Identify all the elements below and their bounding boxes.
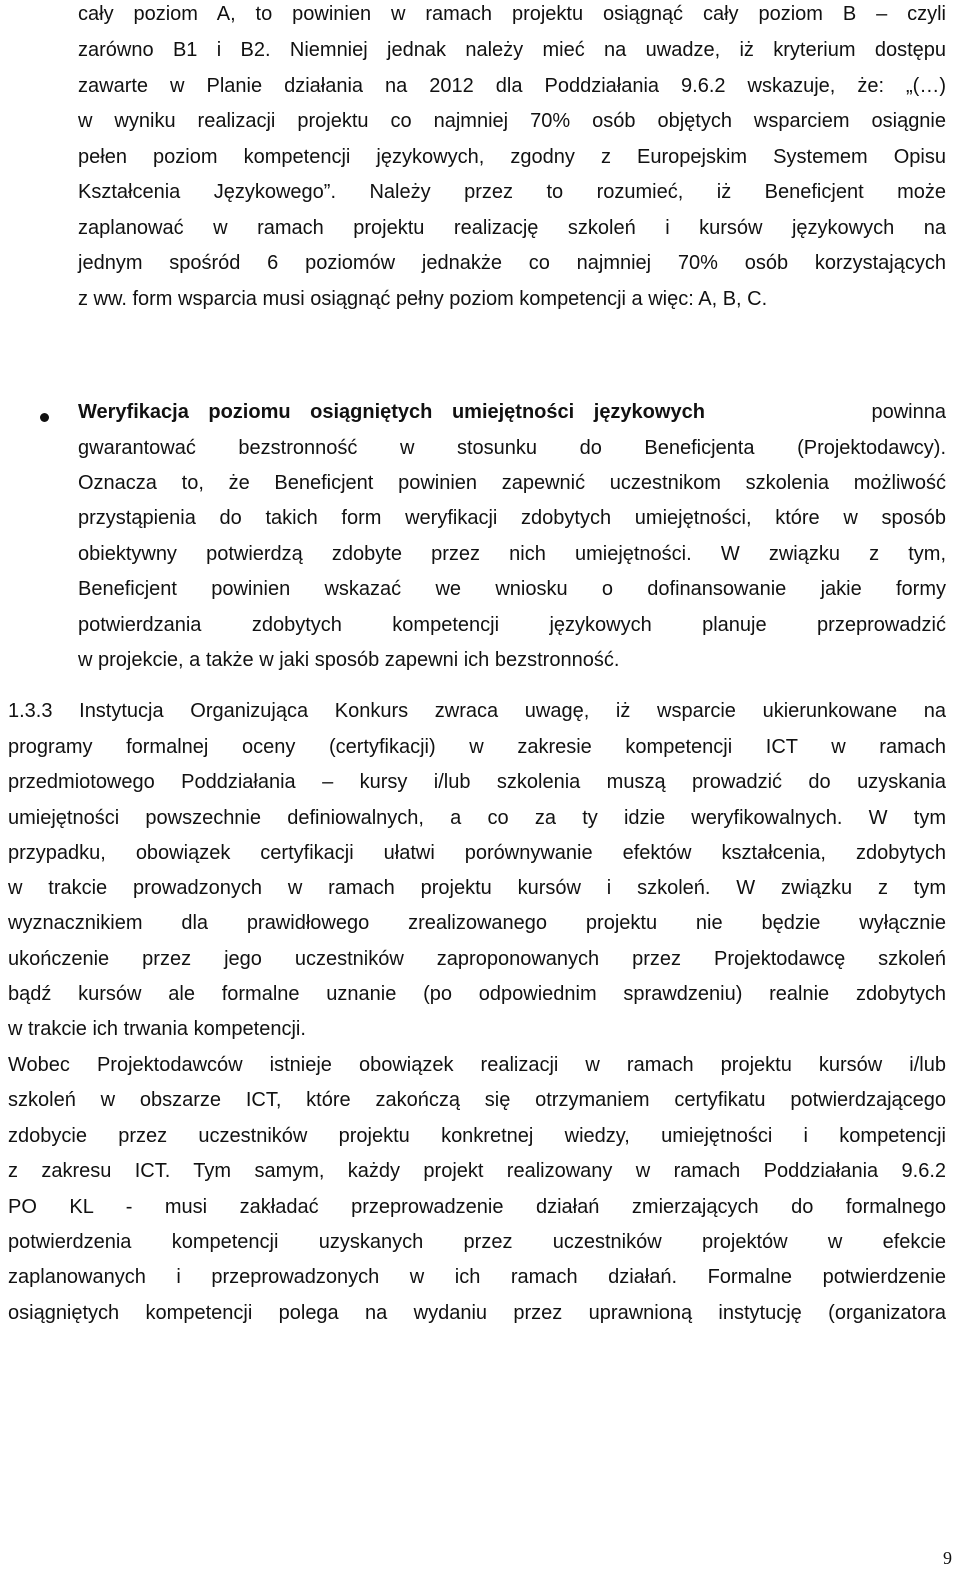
text-line: zaplanować w ramach projektu realizację szkoleń i kursów językowych na	[78, 217, 946, 239]
text-line: w trakcie prowadzonych w ramach projektu kursów i szkoleń. W związku z tym	[8, 877, 946, 899]
text-line: w projekcie, a także w jaki sposób zapewni ich bezstronność.	[78, 649, 620, 671]
text-line	[78, 398, 946, 426]
text-line: przypadku, obowiązek certyfikacji ułatwi porównywanie efektów kształcenia, zdobytych	[8, 842, 946, 864]
bullet-icon	[40, 413, 49, 422]
text-line: wyznacznikiem dla prawidłowego zrealizowanego projektu nie będzie wyłącznie	[8, 912, 946, 934]
bold-lead: Weryfikacja poziomu osiągniętych umiejętności językowych	[78, 401, 705, 423]
text-line: Oznacza to, że Beneficjent powinien zapewnić uczestnikom szkolenia możliwość	[78, 472, 946, 494]
text-line: Beneficjent powinien wskazać we wniosku o dofinansowanie jakie formy	[78, 578, 946, 600]
text-line: gwarantować bezstronność w stosunku do Beneficjenta (Projektodawcy).	[78, 437, 946, 459]
text-line: szkoleń w obszarze ICT, które zakończą się otrzymaniem certyfikatu potwierdzającego	[8, 1089, 946, 1111]
page-number: 9	[943, 1548, 952, 1568]
text-line: przystąpienia do takich form weryfikacji zdobytych umiejętności, które w sposób	[78, 507, 946, 529]
text-fragment: powinna	[871, 401, 946, 423]
text-line: programy formalnej oceny (certyfikacji) w zakresie kompetencji ICT w ramach	[8, 736, 946, 758]
text-line: jednym spośród 6 poziomów jednakże co najmniej 70% osób korzystających	[78, 252, 946, 274]
text-line: bądź kursów ale formalne uznanie (po odpowiednim sprawdzeniu) realnie zdobytych	[8, 983, 946, 1005]
text-line: zdobycie przez uczestników projektu konkretnej wiedzy, umiejętności i kompetencji	[8, 1125, 946, 1147]
text-line: w trakcie ich trwania kompetencji.	[8, 1018, 306, 1040]
text-line: osiągniętych kompetencji polega na wydaniu przez uprawnioną instytucję (organizatora	[8, 1302, 946, 1324]
text-line: w wyniku realizacji projektu co najmniej 70% osób objętych wsparciem osiągnie	[78, 110, 946, 132]
text-line: zaplanowanych i przeprowadzonych w ich ramach działań. Formalne potwierdzenie	[8, 1266, 946, 1288]
text-line: 1.3.3 Instytucja Organizująca Konkurs zwraca uwagę, iż wsparcie ukierunkowane na	[8, 700, 946, 722]
text-line: Kształcenia Językowego”. Należy przez to rozumieć, iż Beneficjent może	[78, 181, 946, 203]
text-line: cały poziom A, to powinien w ramach projektu osiągnąć cały poziom B – czyli	[78, 3, 946, 25]
text-line: ukończenie przez jego uczestników zaproponowanych przez Projektodawcę szkoleń	[8, 948, 946, 970]
text-line: zawarte w Planie działania na 2012 dla Poddziałania 9.6.2 wskazuje, że: „(…)	[78, 75, 946, 97]
text-line: obiektywny potwierdzą zdobyte przez nich umiejętności. W związku z tym,	[78, 543, 946, 565]
text-line: przedmiotowego Poddziałania – kursy i/lub szkolenia muszą prowadzić do uzyskania	[8, 771, 946, 793]
text-line: z zakresu ICT. Tym samym, każdy projekt realizowany w ramach Poddziałania 9.6.2	[8, 1160, 946, 1182]
text-line: PO KL - musi zakładać przeprowadzenie działań zmierzających do formalnego	[8, 1196, 946, 1218]
text-line: pełen poziom kompetencji językowych, zgodny z Europejskim Systemem Opisu	[78, 146, 946, 168]
text-line: potwierdzania zdobytych kompetencji językowych planuje przeprowadzić	[78, 614, 946, 636]
text-line: Wobec Projektodawców istnieje obowiązek realizacji w ramach projektu kursów i/lub	[8, 1054, 946, 1076]
text-line: zarówno B1 i B2. Niemniej jednak należy mieć na uwadze, iż kryterium dostępu	[78, 39, 946, 61]
text-line: potwierdzenia kompetencji uzyskanych przez uczestników projektów w efekcie	[8, 1231, 946, 1253]
text-line: z ww. form wsparcia musi osiągnąć pełny poziom kompetencji a więc: A, B, C.	[78, 288, 768, 310]
text-line: umiejętności powszechnie definiowalnych, a co za ty idzie weryfikowalnych. W tym	[8, 807, 946, 829]
